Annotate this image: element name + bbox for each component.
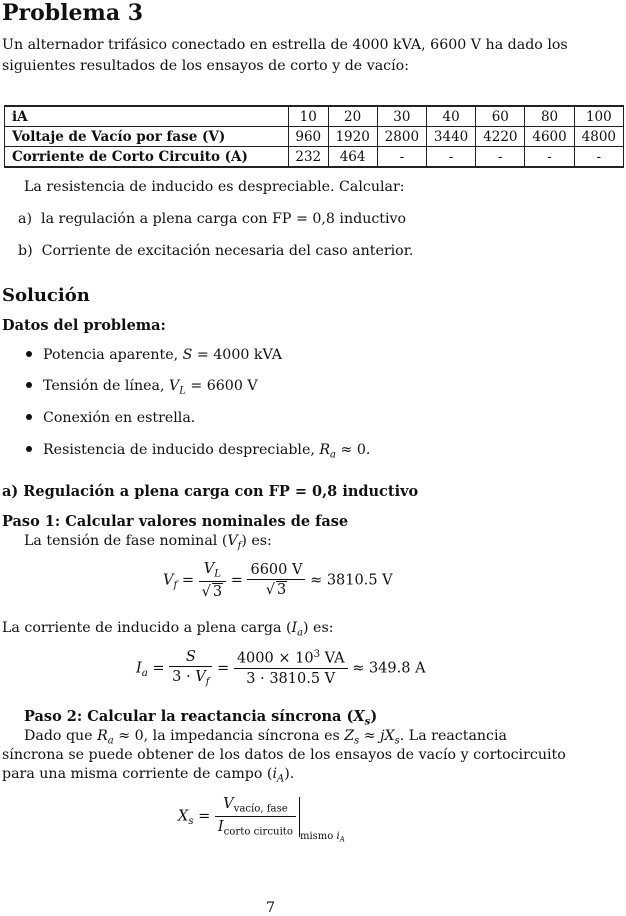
step1-heading: Paso 1: Calcular valores nominales de fase — [2, 513, 349, 530]
item-text: la regulación a plena carga con FP = 0,8 inductivo — [41, 211, 407, 227]
fraction: $\frac{V_{vacío, fase}}{I_{corto circuito}}$ — [215, 796, 296, 837]
table-cell: 2800 — [377, 127, 426, 147]
table-row — [5, 127, 624, 147]
table-cell: - — [426, 147, 475, 168]
list-item — [18, 243, 413, 259]
bullet-icon — [26, 414, 32, 420]
part-a-heading: a) Regulación a plena carga con FP = 0,8 inductivo — [2, 483, 419, 500]
table-cell: 4600 — [525, 127, 574, 147]
step2-line3: para una misma corriente de campo $(i_A)$. — [2, 766, 295, 785]
list-item: Conexión en estrella. — [26, 410, 195, 426]
table-cell: 60 — [476, 106, 525, 127]
equation-synchronous-reactance: $X_s$ = $\frac{V_{vacío, fase}}{I_{corto circuito}}$ $_{mismo i_A}$ — [178, 796, 345, 843]
item-text: Corriente de excitación necesaria del caso anterior. — [41, 243, 414, 259]
fraction: $\frac{S}{3 \cdot V_f}$ — [169, 649, 212, 688]
bullet-icon — [26, 351, 32, 357]
table-cell: 40 — [426, 106, 475, 127]
step2-line2: síncrona se puede obtener de los datos de los ensayos de vacío y cortocircuito — [2, 747, 566, 763]
table-cell: 960 — [289, 127, 329, 147]
row-label: Corriente de Corto Circuito (A) — [5, 147, 289, 168]
table-row — [5, 147, 624, 168]
intro-line-2: siguientes resultados de los ensayos de corto y de vacío: — [2, 58, 409, 74]
table-cell: - — [525, 147, 574, 168]
list-item: Potencia aparente, S = 4000 kVA — [26, 347, 282, 363]
table-cell: 10 — [289, 106, 329, 127]
bullet-icon — [26, 446, 32, 452]
table-cell: 100 — [574, 106, 623, 127]
table-cell: - — [574, 147, 623, 168]
table-cell: 232 — [289, 147, 329, 168]
fraction: $\frac{V_L}{√ 3}$ — [199, 561, 226, 600]
fraction: $\frac{4000 \times 10^3 VA}{3 \cdot 3810.5 V}$ — [234, 649, 348, 687]
page-number: 7 — [266, 900, 276, 916]
table-cell: 80 — [525, 106, 574, 127]
table-cell: 20 — [328, 106, 377, 127]
list-item: Tensión de línea, $V_L = 6600$ V — [26, 378, 258, 396]
row-label: iA — [5, 106, 289, 127]
step2-heading: Paso 2: Calcular la reactancia síncrona $(X_s)$ — [24, 708, 378, 728]
table-cell: 1920 — [328, 127, 377, 147]
test-results-table — [4, 105, 624, 168]
step1-line1: La tensión de fase nominal $(V_f)$ es: — [24, 533, 272, 552]
table-row — [5, 106, 624, 127]
equation-phase-voltage: $V_f$ = $\frac{V_L}{√ 3}$ = $\frac{6600 V}{√ 3}$ ≈ 3810.5 V — [163, 561, 393, 600]
equation-armature-current: $I_a$ = $\frac{S}{3 \cdot V_f}$ = $\frac{4000 \times 10^3 VA}{3 \cdot 3810.5 V}$ ≈ 349.8 A — [136, 649, 426, 688]
problem-title: Problema 3 — [2, 0, 144, 26]
table-cell: 464 — [328, 147, 377, 168]
table-cell: 3440 — [426, 127, 475, 147]
statement: La resistencia de inducido es despreciable. Calcular: — [24, 179, 405, 195]
data-heading: Datos del problema: — [2, 317, 166, 334]
step2-line1: Dado que $R_a \approx 0$, la impedancia síncrona es $Z_s \approx jX_s$. La reactancia — [24, 728, 507, 747]
table-cell: 30 — [377, 106, 426, 127]
item-marker: b) — [18, 243, 33, 259]
table-cell: 4220 — [476, 127, 525, 147]
list-item — [18, 211, 406, 227]
intro-line-1: Un alternador trifásico conectado en estrella de 4000 kVA, 6600 V ha dado los — [2, 37, 568, 53]
table-cell: - — [377, 147, 426, 168]
solution-heading: Solución — [2, 285, 90, 306]
item-marker: a) — [18, 211, 32, 227]
step1-line2: La corriente de inducido a plena carga $(I_a)$ es: — [2, 620, 334, 639]
list-item: Resistencia de inducido despreciable, $R_a \approx 0$. — [26, 442, 370, 460]
table-cell: 4800 — [574, 127, 623, 147]
row-label: Voltaje de Vacío por fase (V) — [5, 127, 289, 147]
bullet-icon — [26, 382, 32, 388]
fraction: $\frac{6600 V}{√ 3}$ — [247, 562, 305, 598]
table-cell: - — [476, 147, 525, 168]
